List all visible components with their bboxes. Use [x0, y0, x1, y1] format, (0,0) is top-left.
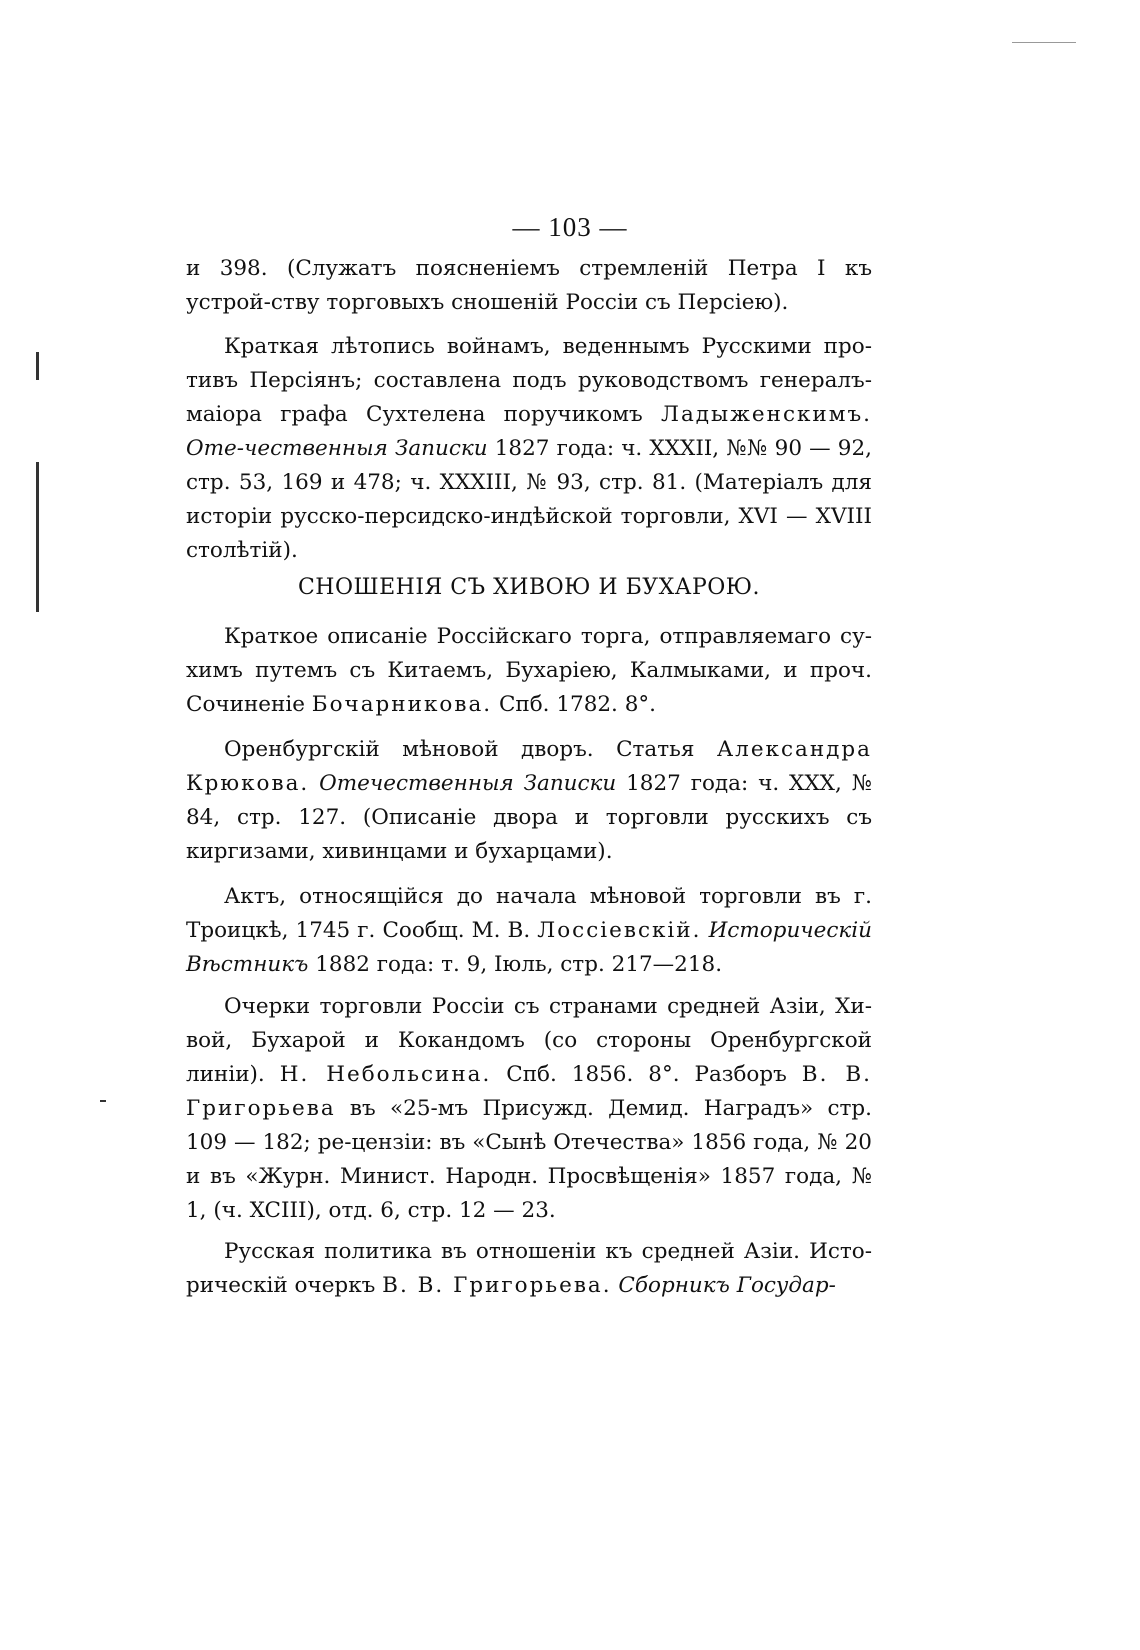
paragraph-6-text-b: Спб. 1856. 8°. Разборъ [491, 1062, 802, 1087]
paragraph-2-text-b: 1827 года: ч. XXXII, №№ 90 — 92, стр. 53, 169 и 478; ч. XXXIII, № 93, стр. 81. (Матеріалъ для исторіи русско-персидско-индѣйской торговли, XVI — XVIII столѣтій). [186, 436, 872, 563]
paragraph-4-text-a: Оренбургскій мѣновой дворъ. Статья [224, 737, 717, 762]
author-name: В. В. Григорьева. [382, 1273, 612, 1298]
author-name: Ладыженскимъ. [661, 402, 872, 427]
author-name: Лоссіевскій. [537, 918, 702, 943]
scan-artifact-line [36, 462, 39, 612]
paragraph-5-text-a: Актъ, относящійся до начала мѣновой торговли въ г. Троицкѣ, 1745 г. Сообщ. М. В. [186, 884, 872, 943]
separator [701, 918, 708, 943]
page-number: — 103 — [512, 212, 628, 242]
author-name: Бочарникова. [311, 692, 493, 717]
section-heading: СНОШЕНІЯ СЪ ХИВОЮ И БУХАРОЮ. [297, 575, 761, 600]
author-name: В. В. Григорьева [186, 1062, 872, 1121]
paragraph-1 [186, 252, 872, 320]
scan-artifact-line [36, 352, 39, 380]
paragraph-2 [186, 330, 872, 568]
paragraph-7-text-a: Русская политика въ отношеніи къ средней Азіи. Исто-рическій очеркъ [186, 1239, 872, 1298]
paragraph-5 [186, 880, 872, 982]
paragraph-2-text-a: Краткая лѣтопись войнамъ, веденнымъ Русскими про-тивъ Персіянъ; составлена подъ руководствомъ генералъ-маіора графа Сухтелена поручикомъ [186, 334, 872, 427]
scan-artifact-line [1012, 42, 1076, 43]
author-name: Александра Крюкова. [186, 737, 872, 796]
paragraph-4 [186, 733, 872, 869]
paragraph-3 [186, 620, 872, 722]
paragraph-7 [186, 1235, 872, 1303]
separator [309, 771, 319, 796]
journal-title: Отечественныя Записки [319, 771, 617, 796]
journal-title: Оте-чественныя Записки [186, 436, 488, 461]
author-name: Н. Небольсина. [279, 1062, 492, 1087]
paragraph-3-text-a: Краткое описаніе Россійскаго торга, отправляемаго су-химъ путемъ съ Китаемъ, Бухаріею, Калмыками, и проч. Сочиненіе [186, 624, 872, 717]
paragraph-4-text-b: 1827 года: ч. XXX, № 84, стр. 127. (Описаніе двора и торговли русскихъ съ киргизами, хивинцами и бухарцами). [186, 771, 873, 864]
paragraph-3-text-b: Спб. 1782. 8°. [492, 692, 656, 717]
paragraph-6-text-c: въ «25-мъ Присужд. Демид. Наградъ» стр. 109 — 182; ре-цензіи: въ «Сынѣ Отечества» 1856 года, № 20 и въ «Журн. Минист. Народн. Просвѣщенія» 1857 года, № 1, (ч. XCIII), отд. 6, стр. 12 — 23. [186, 1096, 872, 1223]
journal-title: Историческій Вѣстникъ [186, 918, 872, 977]
paragraph-6 [186, 990, 872, 1228]
paragraph-5-text-b: 1882 года: т. 9, Іюль, стр. 217—218. [308, 952, 723, 977]
paragraph-6-text-a: Очерки торговли Россіи съ странами средней Азіи, Хи-вой, Бухарой и Кокандомъ (со стороны Оренбургской линіи). [186, 994, 872, 1087]
paragraph-1-text: и 398. (Служатъ поясненіемъ стремленій Петра I къ устрой-ству торговыхъ сношеній Россіи съ Персіею). [186, 256, 872, 315]
journal-title: Сборникъ Государ- [618, 1273, 836, 1298]
scan-artifact-dash [100, 1100, 106, 1102]
